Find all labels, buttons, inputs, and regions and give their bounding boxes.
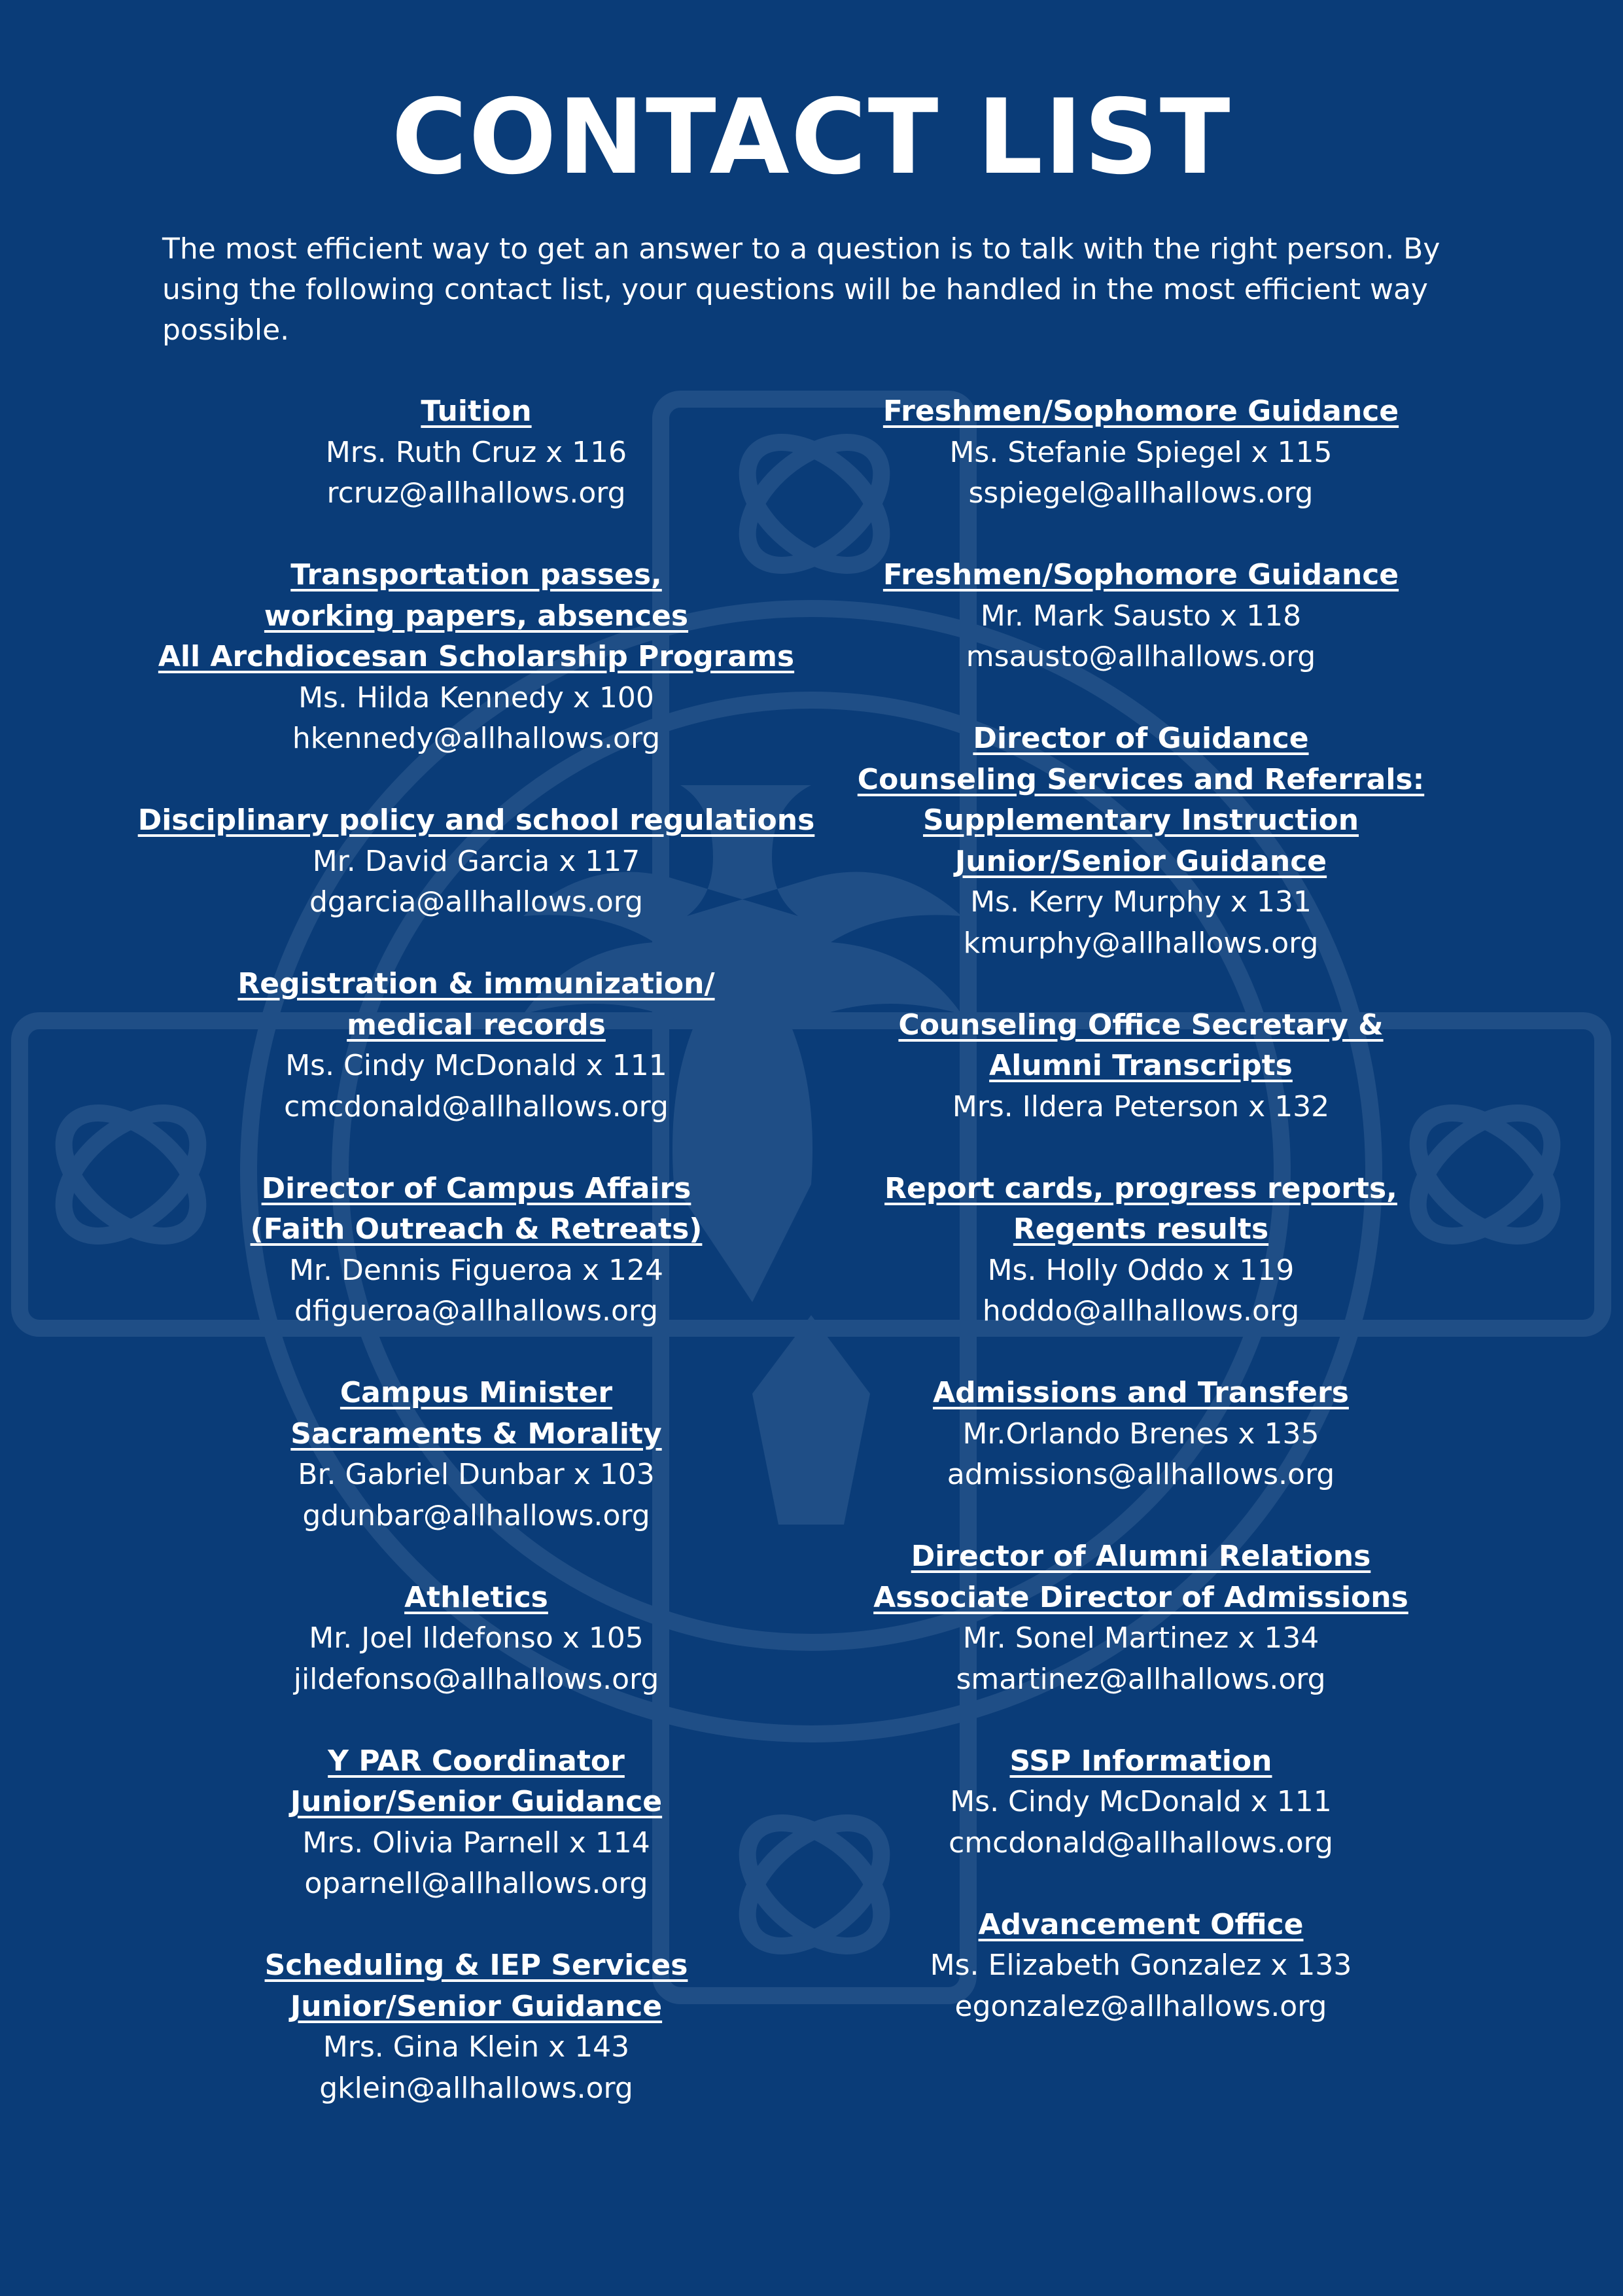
contact-email[interactable]: gklein@allhallows.org — [319, 2071, 633, 2105]
contact-entry — [781, 555, 1501, 678]
contact-name-extension: Mrs. Ruth Cruz x 116 — [325, 435, 627, 469]
entry-spacer — [781, 1496, 1501, 1537]
contact-email[interactable]: sspiegel@allhallows.org — [968, 476, 1314, 510]
contact-department-heading: Y PAR Coordinator — [328, 1744, 625, 1778]
entry-spacer — [116, 1127, 836, 1169]
contact-name-extension: Mr. David Garcia x 117 — [312, 844, 640, 878]
contact-name-extension: Ms. Kerry Murphy x 131 — [970, 885, 1312, 919]
contact-name-extension: Ms. Holly Oddo x 119 — [987, 1253, 1295, 1287]
contact-entry — [116, 1169, 836, 1332]
contact-department-heading: Disciplinary policy and school regulations — [137, 804, 815, 837]
contact-department-heading: Campus Minister — [340, 1376, 613, 1409]
contact-email[interactable]: cmcdonald@allhallows.org — [949, 1826, 1333, 1860]
contact-entry — [781, 1536, 1501, 1700]
entry-spacer — [781, 964, 1501, 1005]
entry-spacer — [781, 678, 1501, 719]
contact-name-extension: Mr. Dennis Figueroa x 124 — [288, 1253, 664, 1287]
contact-name-extension: Ms. Cindy McDonald x 111 — [950, 1785, 1332, 1818]
contact-department-heading: Regents results — [1013, 1212, 1269, 1246]
contact-email[interactable]: dfigueroa@allhallows.org — [294, 1294, 659, 1328]
contact-department-heading: Registration & immunization/ — [237, 967, 715, 1000]
contact-department-heading: Director of Campus Affairs — [261, 1171, 691, 1205]
contact-email[interactable]: jildefonso@allhallows.org — [293, 1662, 659, 1696]
entry-spacer — [781, 1863, 1501, 1905]
contact-department-heading: All Archdiocesan Scholarship Programs — [158, 640, 795, 673]
contact-department-heading: Associate Director of Admissions — [873, 1580, 1408, 1614]
entry-spacer — [116, 923, 836, 964]
contact-department-heading: Sacraments & Morality — [290, 1417, 662, 1451]
entry-spacer — [781, 514, 1501, 556]
contact-name-extension: Mrs. Gina Klein x 143 — [323, 2030, 630, 2064]
contact-email[interactable]: cmcdonald@allhallows.org — [284, 1089, 669, 1123]
contact-department-heading: (Faith Outreach & Retreats) — [250, 1212, 703, 1246]
contact-entry — [116, 391, 836, 514]
entry-spacer — [781, 1700, 1501, 1741]
entry-spacer — [781, 1332, 1501, 1373]
contact-email[interactable]: kmurphy@allhallows.org — [963, 926, 1319, 960]
contact-email[interactable]: rcruz@allhallows.org — [326, 476, 626, 510]
contact-entry — [781, 1169, 1501, 1332]
entry-spacer — [116, 514, 836, 556]
contact-email[interactable]: hoddo@allhallows.org — [982, 1294, 1300, 1328]
contact-entry — [781, 1741, 1501, 1864]
contact-department-heading: Director of Guidance — [973, 722, 1309, 755]
entry-spacer — [116, 1700, 836, 1741]
contact-department-heading: Counseling Services and Referrals: — [857, 762, 1425, 796]
contact-department-heading: SSP Information — [1009, 1744, 1272, 1778]
contact-department-heading: Junior/Senior Guidance — [954, 844, 1327, 878]
contact-department-heading: Junior/Senior Guidance — [290, 1989, 663, 2023]
entry-spacer — [116, 760, 836, 801]
contact-email[interactable]: dgarcia@allhallows.org — [309, 885, 644, 919]
contact-entry — [781, 1005, 1501, 1128]
contact-name-extension: Mr.Orlando Brenes x 135 — [962, 1417, 1319, 1451]
contact-department-heading: Advancement Office — [978, 1907, 1304, 1941]
contact-email[interactable]: hkennedy@allhallows.org — [292, 722, 661, 755]
contact-department-heading: Athletics — [404, 1580, 548, 1614]
contact-name-extension: Ms. Elizabeth Gonzalez x 133 — [930, 1949, 1352, 1982]
contact-department-heading: medical records — [347, 1008, 606, 1042]
contact-email[interactable]: oparnell@allhallows.org — [304, 1867, 648, 1900]
contact-department-heading: Counseling Office Secretary & — [898, 1008, 1384, 1042]
contact-department-heading: Alumni Transcripts — [989, 1049, 1293, 1082]
contact-name-extension: Ms. Hilda Kennedy x 100 — [298, 680, 654, 715]
contact-name-extension: Mr. Mark Sausto x 118 — [980, 599, 1302, 633]
contact-email[interactable]: msausto@allhallows.org — [966, 640, 1316, 673]
contact-email[interactable]: smartinez@allhallows.org — [956, 1662, 1326, 1696]
contact-department-heading: working papers, absences — [264, 599, 689, 633]
contact-name-extension: Mr. Joel Ildefonso x 105 — [309, 1621, 644, 1655]
contact-entry — [116, 1945, 836, 2109]
page-title: CONTACT LIST — [391, 77, 1232, 198]
entry-spacer — [116, 1332, 836, 1373]
contact-entry — [781, 718, 1501, 964]
entry-spacer — [781, 1127, 1501, 1169]
contact-entry — [781, 1373, 1501, 1496]
contact-name-extension: Mr. Sonel Martinez x 134 — [962, 1621, 1319, 1655]
contact-entry — [116, 1741, 836, 1905]
contact-department-heading: Report cards, progress reports, — [884, 1171, 1397, 1205]
contact-name-extension: Ms. Cindy McDonald x 111 — [285, 1049, 667, 1082]
contact-department-heading: Transportation passes, — [290, 558, 662, 592]
contact-entry — [116, 1578, 836, 1701]
contact-entry — [116, 555, 836, 760]
contact-email[interactable]: egonzalez@allhallows.org — [954, 1989, 1327, 2023]
contact-department-heading: Scheduling & IEP Services — [264, 1949, 688, 1982]
entry-spacer — [116, 1905, 836, 1946]
intro-paragraph: The most efficient way to get an answer to a question is to talk with the right person. By using the following contact list, your questions will be handled in the most efficient way possible. — [162, 232, 1440, 347]
contact-name-extension: Mrs. Ildera Peterson x 132 — [952, 1089, 1330, 1123]
contact-email[interactable]: gdunbar@allhallows.org — [302, 1498, 650, 1532]
contact-department-heading: Tuition — [421, 395, 532, 428]
contact-department-heading: Freshmen/Sophomore Guidance — [882, 558, 1399, 592]
contact-name-extension: Mrs. Olivia Parnell x 114 — [302, 1826, 650, 1860]
right-contact-column — [781, 391, 1501, 2027]
contact-department-heading: Admissions and Transfers — [933, 1376, 1349, 1409]
contact-name-extension: Ms. Stefanie Spiegel x 115 — [949, 435, 1333, 469]
contact-entry — [116, 1373, 836, 1536]
entry-spacer — [116, 1536, 836, 1578]
contact-department-heading: Supplementary Instruction — [922, 804, 1359, 837]
contact-entry — [116, 800, 836, 923]
contact-entry — [116, 964, 836, 1127]
left-contact-column — [116, 391, 836, 2109]
contact-department-heading: Freshmen/Sophomore Guidance — [882, 395, 1399, 428]
contact-entry — [781, 391, 1501, 514]
contact-name-extension: Br. Gabriel Dunbar x 103 — [298, 1458, 655, 1491]
contact-department-heading: Director of Alumni Relations — [911, 1540, 1371, 1573]
contact-department-heading: Junior/Senior Guidance — [290, 1785, 663, 1818]
contact-email[interactable]: admissions@allhallows.org — [947, 1458, 1335, 1491]
contact-entry — [781, 1905, 1501, 2028]
